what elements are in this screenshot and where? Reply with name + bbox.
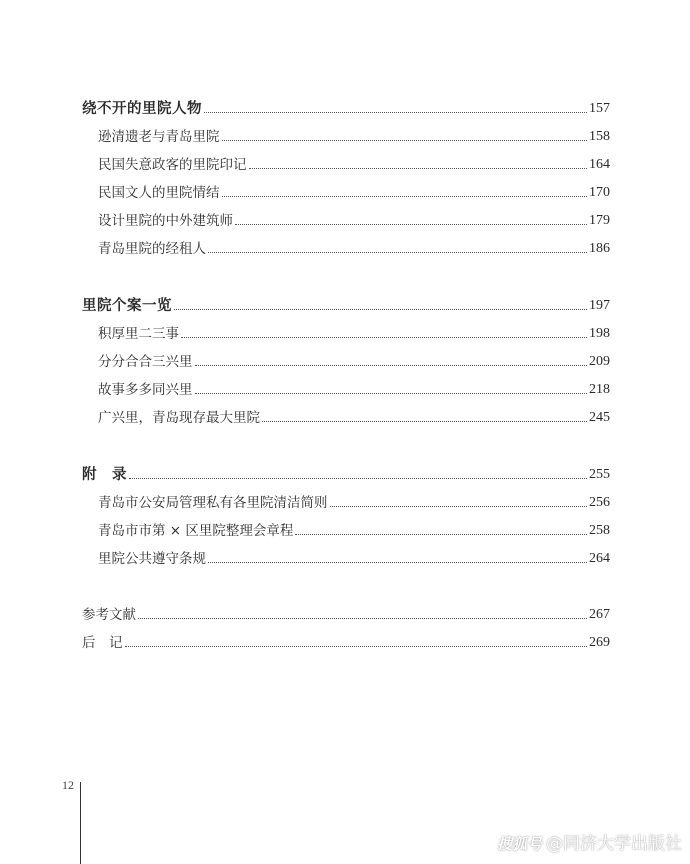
toc-page-number: 218	[589, 382, 610, 397]
toc-page-number: 198	[589, 326, 610, 341]
toc-entry	[98, 486, 610, 510]
dot-leader	[174, 309, 587, 310]
toc-entry-title: 积厚里二三事	[98, 325, 179, 342]
toc-section-title: 绕不开的里院人物	[82, 99, 202, 117]
dot-leader	[235, 224, 587, 225]
toc-page-number: 258	[589, 523, 610, 538]
toc-entry	[98, 120, 610, 144]
toc-page-number: 158	[589, 129, 610, 144]
toc-page-number: 186	[589, 241, 610, 256]
toc-page-number: 267	[589, 607, 610, 622]
toc-section-entry	[82, 289, 610, 313]
toc-page-number: 170	[589, 185, 610, 200]
dot-leader	[129, 478, 587, 479]
dot-leader	[204, 112, 587, 113]
toc-entry	[98, 542, 610, 566]
dot-leader	[138, 618, 587, 619]
toc-entry-title: 后 记	[82, 634, 123, 651]
toc-entry-title: 青岛市市第 × 区里院整理会章程	[98, 522, 294, 539]
toc-entry-title: 故事多多同兴里	[98, 381, 193, 398]
dot-leader	[222, 196, 588, 197]
toc-entry-title: 广兴里，青岛现存最大里院	[98, 409, 260, 426]
toc-page-number: 264	[589, 551, 610, 566]
dot-leader	[222, 140, 588, 141]
toc-entry-title: 民国文人的里院情结	[98, 184, 220, 201]
toc-page-number: 255	[589, 467, 610, 482]
toc-entry	[98, 514, 610, 538]
dot-leader	[125, 646, 588, 647]
toc-entry-title: 青岛市公安局管理私有各里院清洁简则	[98, 494, 328, 511]
toc-entry-title: 分分合合三兴里	[98, 353, 193, 370]
dot-leader	[208, 562, 587, 563]
dot-leader	[330, 506, 588, 507]
toc-page-number: 209	[589, 354, 610, 369]
toc-page-number: 164	[589, 157, 610, 172]
toc-entry	[98, 176, 610, 200]
toc-entry-afterword	[82, 626, 610, 650]
toc-entry-title: 设计里院的中外建筑师	[98, 212, 233, 229]
toc-page-number: 157	[589, 101, 610, 116]
dot-leader	[262, 421, 587, 422]
toc-entry	[98, 317, 610, 341]
toc-entry	[98, 373, 610, 397]
toc-entry	[98, 401, 610, 425]
margin-rule	[80, 782, 81, 864]
watermark	[497, 829, 682, 854]
toc-page-number: 245	[589, 410, 610, 425]
toc-entry-title: 里院公共遵守条规	[98, 550, 206, 567]
dot-leader	[195, 393, 588, 394]
dot-leader	[249, 168, 588, 169]
toc-section-title: 附 录	[82, 465, 127, 483]
toc-page-number: 179	[589, 213, 610, 228]
dot-leader	[195, 365, 588, 366]
toc-section-entry	[82, 92, 610, 116]
toc-entry-references	[82, 598, 610, 622]
toc-page-number: 269	[589, 635, 610, 650]
dot-leader	[181, 337, 587, 338]
toc-entry-title: 青岛里院的经租人	[98, 240, 206, 257]
dot-leader	[208, 252, 587, 253]
toc-page-number: 256	[589, 495, 610, 510]
toc-entry-title: 参考文献	[82, 606, 136, 623]
toc-section-title: 里院个案一览	[82, 296, 172, 314]
toc-entry-title: 逊清遗老与青岛里院	[98, 128, 220, 145]
toc-entry	[98, 148, 610, 172]
toc-entry	[98, 345, 610, 369]
dot-leader	[295, 534, 587, 535]
page-folio-number: 12	[62, 778, 74, 792]
toc-section-entry	[82, 458, 610, 482]
toc-page-number: 197	[589, 298, 610, 313]
toc-entry	[98, 232, 610, 256]
toc-entry-title: 民国失意政客的里院印记	[98, 156, 247, 173]
watermark-logo: 搜狐号	[496, 835, 542, 853]
watermark-text: @同济大学出版社	[546, 834, 682, 854]
toc-entry	[98, 204, 610, 228]
